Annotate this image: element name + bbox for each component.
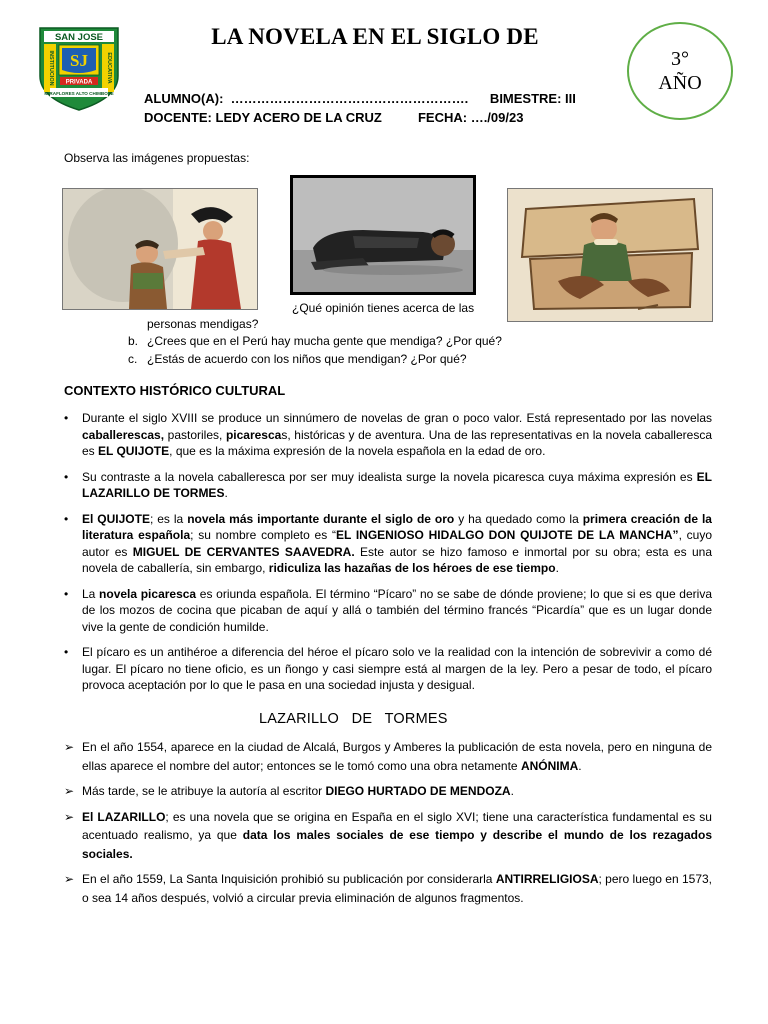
logo-top-text: SAN JOSE <box>54 32 104 43</box>
intro-instruction: Observa las imágenes propuestas: <box>64 151 250 165</box>
grade-badge <box>627 22 733 120</box>
image-boy-eating-chest <box>507 188 713 322</box>
grade-word: AÑO <box>658 72 702 94</box>
school-logo <box>36 26 122 112</box>
context-paragraph-4: • La novela picaresca es oriunda española. El término “Pícaro” no se sabe de dónde proviene; lo que si es que deriva de los mozos de cocina que picaban de aquí y allá o también del término francés “Picardía” que es un lugar donde vive la gente de condición humilde. <box>64 586 712 636</box>
question-c-text: ¿Estás de acuerdo con los niños que mendigan? ¿Por qué? <box>147 352 467 366</box>
context-bullet-list <box>64 410 712 703</box>
grade-number: 3° <box>671 48 689 70</box>
logo-monogram: SJ <box>70 51 88 70</box>
logo-left-text: INSTITUCION <box>48 50 54 86</box>
logo-bottom-text: MIRAFLORES ALTO CHIMBOTE <box>44 91 114 96</box>
image-child-sleeping-street <box>290 175 476 295</box>
question-c-label: c. <box>128 352 138 366</box>
arrow-bullet-icon: ➢ <box>64 740 75 754</box>
question-b-label: b. <box>128 334 139 348</box>
arrow-bullet-icon: ➢ <box>64 784 75 798</box>
lazarillo-heading: LAZARILLO DE TORMES <box>259 711 448 727</box>
document-title: LA NOVELA EN EL SIGLO DE <box>211 24 539 49</box>
context-paragraph-3: • El QUIJOTE; es la novela más importante durante el siglo de oro y ha quedado como la primera creación de la literatura española; su nombre completo es “EL INGENIOSO HIDALGO DON QUIJOTE DE LA MANCHA”, cuyo autor es MIGUEL DE CERVANTES SAAVEDRA. Este autor se hizo famoso e inmortal por su obra; esta es una novela de caballería, sin embargo, ridiculiza las hazañas de los héroes de ese tiempo. <box>64 511 712 577</box>
question-a-part1: ¿Qué opinión tienes acerca de las <box>292 301 475 315</box>
context-paragraph-2: • Su contraste a la novela caballeresca por ser muy idealista surge la novela picaresca cuya máxima expresión es EL LAZARILLO DE TORMES. <box>64 469 712 502</box>
context-heading: CONTEXTO HISTÓRICO CULTURAL <box>64 383 286 398</box>
question-b-text: ¿Crees que en el Perú hay mucha gente que mendiga? ¿Por qué? <box>147 334 502 348</box>
lazarillo-arrow-list <box>64 738 712 914</box>
context-paragraph-1: • Durante el siglo XVIII se produce un sinnúmero de novelas de gran o poco valor. Está representado por las novelas caballerescas, pastoriles, picarescas, históricas y de aventura. Una de las representativas en la novela caballeresca es EL QUIJOTE, que es la máxima expresión de la novela española en la edad de oro. <box>64 410 712 460</box>
arrow-bullet-icon: ➢ <box>64 809 75 824</box>
lazarillo-item-1: ➢ En el año 1554, aparece en la ciudad de Alcalá, Burgos y Amberes la publicación de esta novela, pero en ninguna de ellas aparece el nombre del autor; entonces se le tomó como una obra netamente ANÓNIMA. <box>64 740 712 773</box>
image-blind-man-and-boy <box>62 188 258 310</box>
arrow-bullet-icon: ➢ <box>64 872 75 886</box>
logo-banner-text: PRIVADA <box>65 79 93 86</box>
lazarillo-item-4: ➢ En el año 1559, La Santa Inquisición prohibió su publicación por considerarla ANTIRRELIGIOSA; pero luego en 1573, o sea 14 años después, volvió a circular previa eliminación de algunos fragmentos. <box>64 872 712 905</box>
lazarillo-item-3: ➢ El LAZARILLO; es una novela que se origina en España en el siglo XVI; tiene una característica fundamental es su acentuado realismo, ya que data los males sociales de ese tiempo y describe el mundo de los rezagados sociales. <box>64 809 713 861</box>
context-paragraph-5: • El pícaro es un antihéroe a diferencia del héroe el pícaro solo ve la realidad con la intención de sobrevivir a como dé lugar. El pícaro no tiene oficio, es un ñongo y casi siempre está al margen de la ley. Pero a pesar de todo, el pícaro provoca aceptación por lo que le pasa en una sociedad injusta y desigual. <box>64 644 712 694</box>
student-info-line: ALUMNO(A): ………………………………………………. BIMESTRE: III <box>144 91 576 106</box>
question-c <box>128 352 467 366</box>
question-b <box>128 334 502 348</box>
teacher-info-line: DOCENTE: LEDY ACERO DE LA CRUZ FECHA: …./09/23 <box>144 110 524 125</box>
question-a-part2: personas mendigas? <box>147 317 259 331</box>
lazarillo-item-2: ➢ Más tarde, se le atribuye la autoría al escritor DIEGO HURTADO DE MENDOZA. <box>64 782 712 801</box>
logo-right-text: EDUCATIVA <box>106 52 112 84</box>
